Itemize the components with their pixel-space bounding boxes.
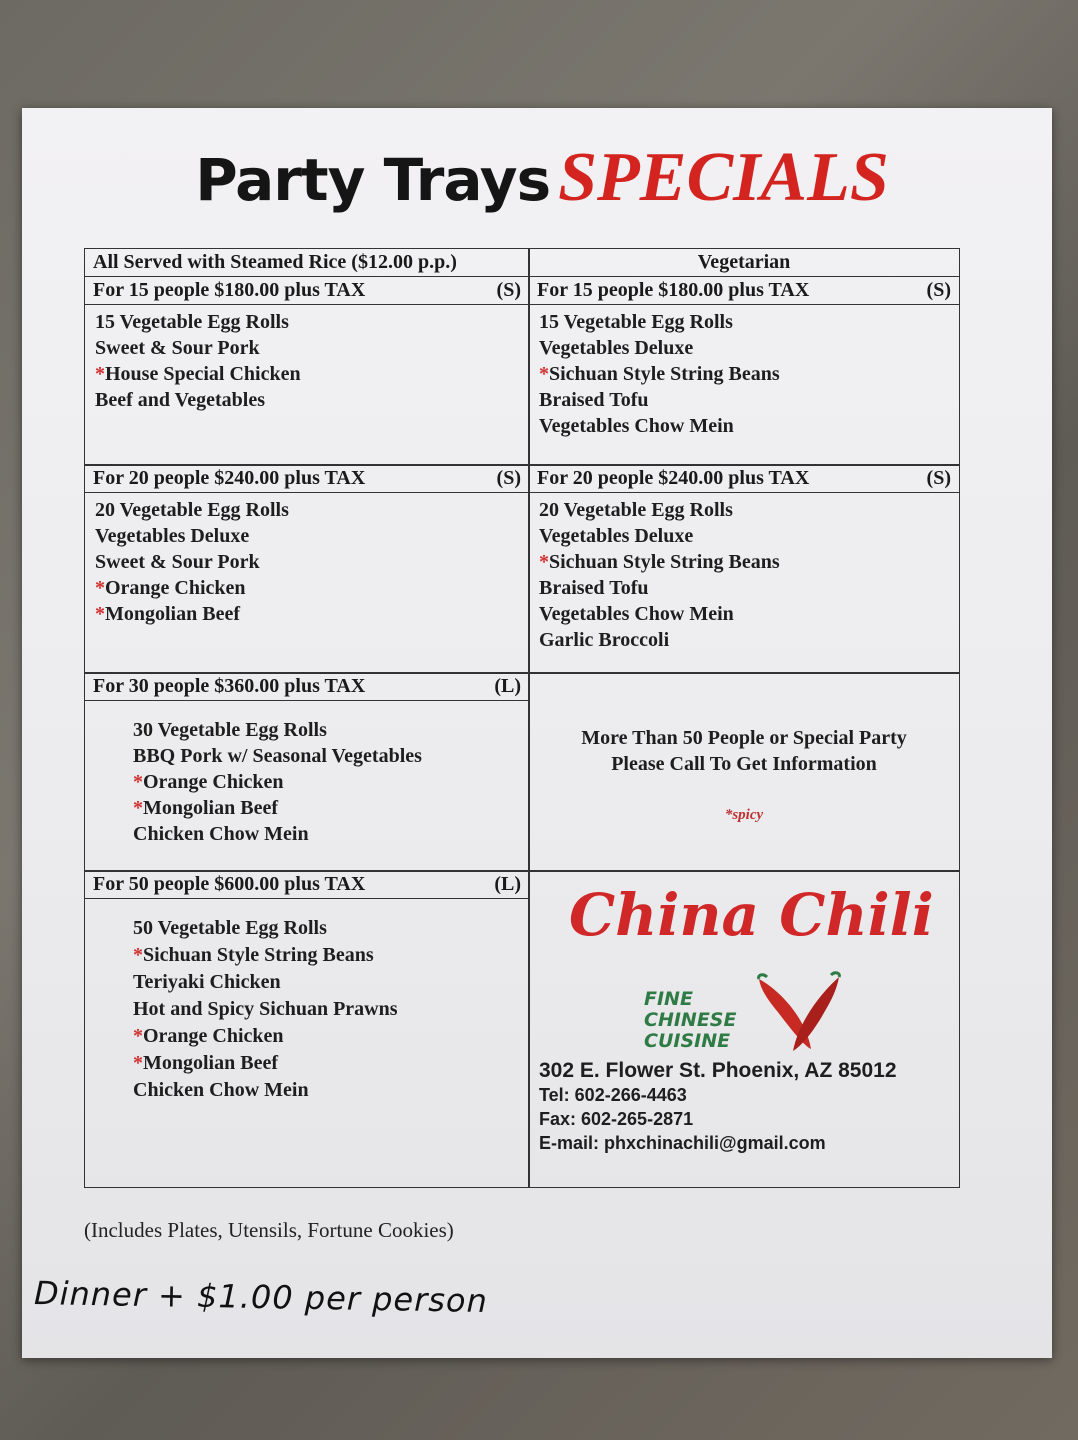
tray-label: For 20 people $240.00 plus TAX (537, 467, 810, 489)
list-item: *House Special Chicken (95, 363, 301, 385)
tray-30-items (133, 717, 422, 847)
spicy-legend: *spicy (724, 807, 764, 823)
tray-label: For 20 people $240.00 plus TAX (93, 467, 366, 489)
tray-label: For 15 people $180.00 plus TAX (537, 279, 810, 301)
list-item: *Sichuan Style String Beans (133, 944, 374, 966)
tray-size: (L) (494, 675, 521, 697)
tray-50-header (85, 871, 529, 899)
tray-size: (S) (926, 467, 951, 489)
tagline-line: CHINESE (644, 1009, 737, 1031)
tray-label: For 30 people $360.00 plus TAX (93, 675, 366, 697)
list-item: *Orange Chicken (133, 1025, 284, 1047)
list-item: Vegetables Deluxe (539, 337, 694, 359)
list-item: *Mongolian Beef (133, 1052, 278, 1074)
telephone: Tel: 602-266-4463 (539, 1085, 687, 1105)
tray-30-header (85, 673, 529, 701)
list-item: 20 Vegetable Egg Rolls (539, 499, 733, 521)
list-item: Garlic Broccoli (539, 629, 670, 651)
chili-peppers-icon (751, 971, 847, 1055)
tray-size: (S) (496, 279, 521, 301)
tray-15-items (95, 309, 301, 413)
list-item: *Sichuan Style String Beans (539, 363, 780, 385)
contact-info (539, 1059, 897, 1155)
email: E-mail: phxchinachili@gmail.com (539, 1133, 826, 1153)
list-item: 15 Vegetable Egg Rolls (539, 311, 733, 333)
tray-size: (S) (926, 279, 951, 301)
tagline-line: FINE (644, 988, 693, 1010)
list-item: *Orange Chicken (133, 771, 284, 793)
list-item: *Mongolian Beef (133, 797, 278, 819)
veg-15-cell (528, 248, 960, 466)
veg-20-items (539, 497, 780, 653)
tray-label: For 50 people $600.00 plus TAX (93, 873, 366, 895)
brand-cell (528, 870, 960, 1188)
tray-50-items (133, 915, 398, 1104)
menu-sheet (22, 108, 1052, 1358)
list-item: 50 Vegetable Egg Rolls (133, 917, 327, 939)
title-party-trays: Party Trays (195, 146, 551, 214)
tray-50-cell (84, 870, 530, 1188)
list-item: Vegetables Chow Mein (539, 415, 734, 437)
brand-logo: China Chili (569, 881, 934, 949)
more-info-line2: Please Call To Get Information (611, 753, 877, 775)
veg-15-header (529, 277, 959, 305)
list-item: 15 Vegetable Egg Rolls (95, 311, 289, 333)
rice-header-text: All Served with Steamed Rice ($12.00 p.p.) (93, 251, 457, 273)
tray-label: For 15 people $180.00 plus TAX (93, 279, 366, 301)
list-item: Vegetables Deluxe (539, 525, 694, 547)
rice-header (85, 249, 529, 277)
veg-20-cell (528, 464, 960, 674)
list-item: Vegetables Chow Mein (539, 603, 734, 625)
includes-note: (Includes Plates, Utensils, Fortune Cookies) (84, 1218, 454, 1242)
tray-30-cell (84, 672, 530, 872)
list-item: Beef and Vegetables (95, 389, 265, 411)
list-item: *Mongolian Beef (95, 603, 240, 625)
list-item: *Sichuan Style String Beans (539, 551, 780, 573)
info-cell (528, 672, 960, 872)
veg-20-header (529, 465, 959, 493)
veg-15-items (539, 309, 780, 439)
list-item: Vegetables Deluxe (95, 525, 250, 547)
more-info-line1: More Than 50 People or Special Party (581, 727, 907, 749)
fax: Fax: 602-265-2871 (539, 1109, 694, 1129)
tray-15-cell (84, 248, 530, 466)
list-item: BBQ Pork w/ Seasonal Vegetables (133, 745, 422, 767)
brand-tagline (644, 989, 736, 1052)
vegetarian-header-text: Vegetarian (697, 251, 791, 273)
tray-20-header (85, 465, 529, 493)
tray-20-cell (84, 464, 530, 674)
list-item: Chicken Chow Mein (133, 1079, 309, 1101)
tray-table (84, 248, 960, 1188)
list-item: Chicken Chow Mein (133, 823, 309, 845)
handwritten-note: Dinner + $1.00 per person (33, 1274, 489, 1320)
list-item: Sweet & Sour Pork (95, 337, 260, 359)
address: 302 E. Flower St. Phoenix, AZ 85012 (539, 1059, 897, 1082)
tray-20-items (95, 497, 289, 627)
list-item: Hot and Spicy Sichuan Prawns (133, 998, 398, 1020)
tagline-line: CUISINE (644, 1030, 731, 1052)
list-item: Braised Tofu (539, 577, 649, 599)
list-item: Braised Tofu (539, 389, 649, 411)
list-item: Teriyaki Chicken (133, 971, 281, 993)
title-specials: SPECIALS (558, 139, 889, 216)
list-item: Sweet & Sour Pork (95, 551, 260, 573)
tray-size: (S) (496, 467, 521, 489)
list-item: 20 Vegetable Egg Rolls (95, 499, 289, 521)
vegetarian-header (529, 249, 959, 277)
tray-15-header (85, 277, 529, 305)
list-item: *Orange Chicken (95, 577, 246, 599)
tray-size: (L) (494, 873, 521, 895)
page-title (162, 138, 922, 218)
list-item: 30 Vegetable Egg Rolls (133, 719, 327, 741)
